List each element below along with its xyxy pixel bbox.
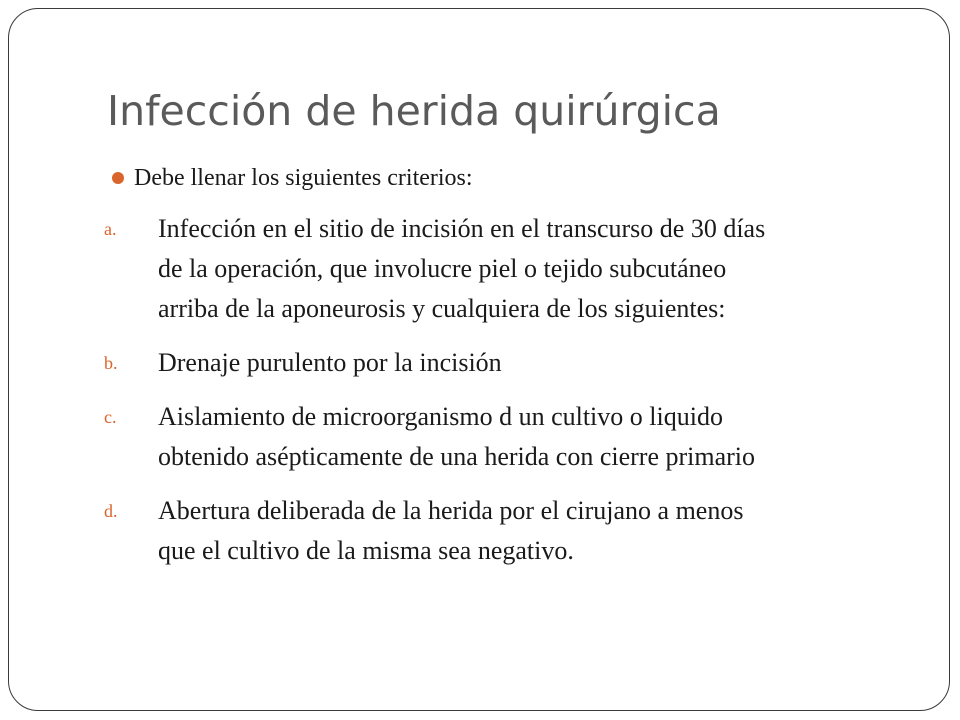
bullet-text: Debe llenar los siguientes criterios: <box>134 164 473 191</box>
item-text: Drenaje purulento por la incisión <box>158 348 502 377</box>
item-letter: d. <box>104 501 118 521</box>
criteria-item-c <box>104 397 924 477</box>
item-text: Infección en el sitio de incisión en el transcurso de 30 días de la operación, que involucre piel o tejido subcutáneo arriba de la aponeurosis y cualquiera de los siguientes: <box>158 214 766 323</box>
bullet-item <box>112 160 473 196</box>
bullet-dot-icon <box>112 172 124 184</box>
criteria-item-a <box>104 209 924 329</box>
criteria-list <box>104 209 924 585</box>
slide-title: Infección de herida quirúrgica <box>107 87 721 135</box>
item-letter: b. <box>104 353 118 373</box>
item-letter: a. <box>104 219 117 239</box>
item-text: Abertura deliberada de la herida por el cirujano a menos que el cultivo de la misma sea negativo. <box>158 496 744 565</box>
criteria-item-d <box>104 491 924 571</box>
item-letter: c. <box>104 407 117 427</box>
item-text: Aislamiento de microorganismo d un cultivo o liquido obtenido asépticamente de una herida con cierre primario <box>158 402 756 471</box>
criteria-item-b <box>104 343 924 383</box>
